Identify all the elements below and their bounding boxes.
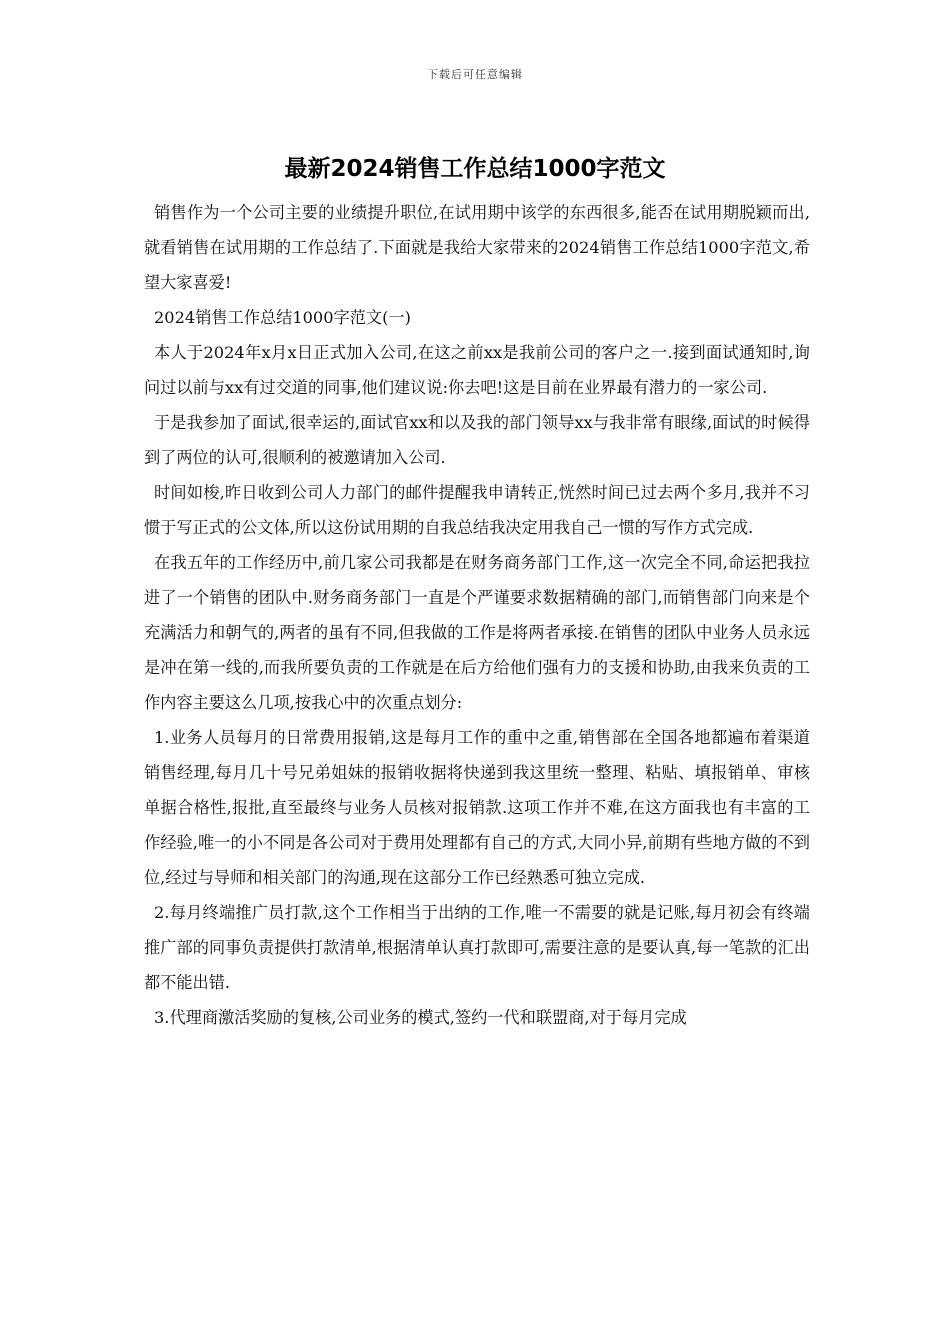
list-item: 2.每月终端推广员打款,这个工作相当于出纳的工作,唯一不需要的就是记账,每月初会有终端推广部的同事负责提供打款清单,根据清单认真打款即可,需要注意的是要认真,每一笔款的汇出都不能出错. (144, 903, 810, 992)
list-item: 1.业务人员每月的日常费用报销,这是每月工作的重中之重,销售部在全国各地都遍布着渠道销售经理,每月几十号兄弟姐妹的报销收据将快递到我这里统一整理、粘贴、填报销单、审核单据合格性,报批,直至最终与业务人员核对报销款.这项工作并不难,在这方面我也有丰富的工作经验,唯一的小不同是各公司对于费用处理都有自己的方式,大同小异,前期有些地方做的不到位,经过与导师和相关部门的沟通,现在这部分工作已经熟悉可独立完成. (144, 728, 810, 887)
paragraph: 时间如梭,昨日收到公司人力部门的邮件提醒我申请转正,恍然时间已过去两个多月,我并不习惯于写正式的公文体,所以这份试用期的自我总结我决定用我自己一惯的写作方式完成. (144, 483, 810, 537)
paragraph-intro: 销售作为一个公司主要的业绩提升职位,在试用期中该学的东西很多,能否在试用期脱颖而出,就看销售在试用期的工作总结了.下面就是我给大家带来的2024销售工作总结1000字范文,希望大家喜爱! (144, 203, 810, 292)
document-body (144, 195, 810, 1035)
paragraph: 本人于2024年x月x日正式加入公司,在这之前xx是我前公司的客户之一.接到面试通知时,询问过以前与xx有过交道的同事,他们建议说:你去吧!这是目前在业界最有潜力的一家公司. (144, 343, 810, 397)
header-note: 下载后可任意编辑 (427, 68, 523, 81)
list-item: 3.代理商激活奖励的复核,公司业务的模式,签约一代和联盟商,对于每月完成 (154, 1008, 687, 1027)
section-heading: 2024销售工作总结1000字范文(一) (154, 308, 411, 327)
document-title: 最新2024销售工作总结1000字范文 (284, 156, 666, 182)
paragraph: 于是我参加了面试,很幸运的,面试官xx和以及我的部门领导xx与我非常有眼缘,面试的时候得到了两位的认可,很顺利的被邀请加入公司. (144, 413, 810, 467)
paragraph: 在我五年的工作经历中,前几家公司我都是在财务商务部门工作,这一次完全不同,命运把我拉进了一个销售的团队中.财务商务部门一直是个严谨要求数据精确的部门,而销售部门向来是个充满活力和朝气的,两者的虽有不同,但我做的工作是将两者承接.在销售的团队中业务人员永远是冲在第一线的,而我所要负责的工作就是在后方给他们强有力的支援和协助,由我来负责的工作内容主要这么几项,按我心中的次重点划分: (144, 553, 810, 712)
